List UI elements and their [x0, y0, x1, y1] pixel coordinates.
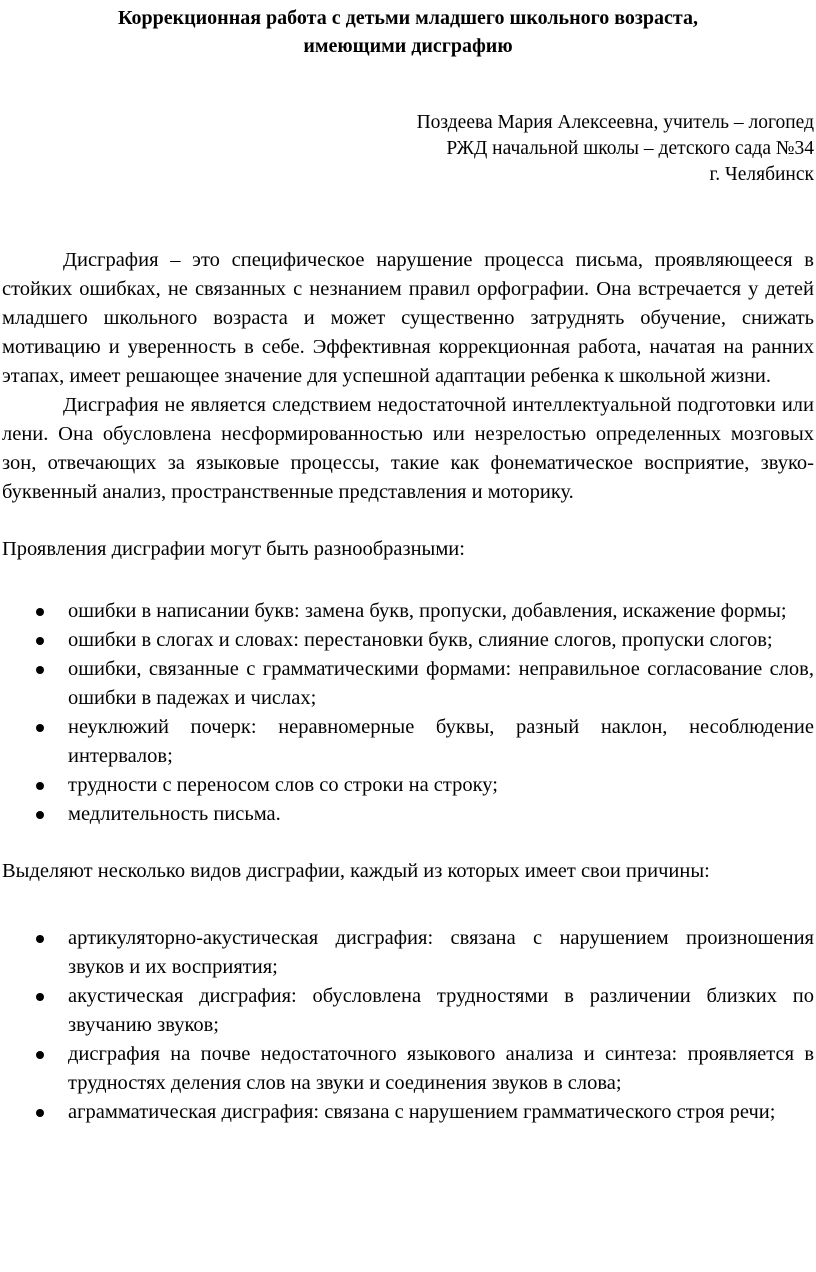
manifestations-list — [2, 597, 814, 829]
list-item: медлительность письма. — [2, 800, 814, 829]
bullet-icon — [36, 1109, 44, 1117]
bullet-icon — [36, 637, 44, 645]
author-name: Поздеева Мария Алексеевна, учитель – логопед — [416, 112, 814, 133]
author-school: РЖД начальной школы – детского сада №34 — [446, 138, 814, 159]
list-item: ошибки в написании букв: замена букв, пропуски, добавления, искажение формы; — [2, 597, 814, 626]
intro-paragraph: Дисграфия – это специфическое нарушение процесса письма, проявляющееся в стойких ошибках, не связанных с незнанием правил орфографии. Она встречается у детей младшего школьного возраста и может существенно затруднять обучение, снижать мотивацию и уверенность в себе. Эффективная коррекционная работа, начатая на ранних этапах, имеет решающее значение для успешной адаптации ребенка к школьной жизни. — [2, 249, 814, 387]
document-title — [2, 4, 814, 60]
types-list — [2, 924, 814, 1127]
manifestations-heading: Проявления дисграфии могут быть разнообразными: — [2, 538, 465, 560]
list-item: неуклюжий почерк: неравномерные буквы, разный наклон, несоблюдение интервалов; — [2, 713, 814, 771]
title-line-1: Коррекционная работа с детьми младшего школьного возраста, — [117, 7, 698, 29]
bullet-icon — [36, 724, 44, 732]
list-item: аграмматическая дисграфия: связана с нарушением грамматического строя речи; — [2, 1098, 814, 1127]
author-block — [2, 110, 814, 188]
bullet-icon — [36, 993, 44, 1001]
bullet-icon — [36, 1051, 44, 1059]
list-item: ошибки в слогах и словах: перестановки букв, слияние слогов, пропуски слогов; — [2, 626, 814, 655]
list-item: акустическая дисграфия: обусловлена трудностями в различении близких по звучанию звуков; — [2, 982, 814, 1040]
bullet-icon — [36, 935, 44, 943]
types-heading: Выделяют несколько видов дисграфии, каждый из которых имеет свои причины: — [2, 860, 710, 882]
list-item: трудности с переносом слов со строки на строку; — [2, 771, 814, 800]
bullet-icon — [36, 666, 44, 674]
bullet-icon — [36, 811, 44, 819]
title-line-2: имеющими дисграфию — [303, 35, 513, 57]
list-item: артикуляторно-акустическая дисграфия: связана с нарушением произношения звуков и их восприятия; — [2, 924, 814, 982]
list-item: ошибки, связанные с грамматическими формами: неправильное согласование слов, ошибки в падежах и числах; — [2, 655, 814, 713]
list-item: дисграфия на почве недостаточного языкового анализа и синтеза: проявляется в трудностях деления слов на звуки и соединения звуков в слова; — [2, 1040, 814, 1098]
bullet-icon — [36, 782, 44, 790]
author-city: г. Челябинск — [709, 164, 814, 185]
bullet-icon — [36, 608, 44, 616]
causes-paragraph: Дисграфия не является следствием недостаточной интеллектуальной подготовки или лени. Она обусловлена несформированностью или незрелостью определенных мозговых зон, отвечающих за языковые процессы, такие как фонематическое восприятие, звуко-буквенный анализ, пространственные представления и моторику. — [2, 394, 814, 503]
